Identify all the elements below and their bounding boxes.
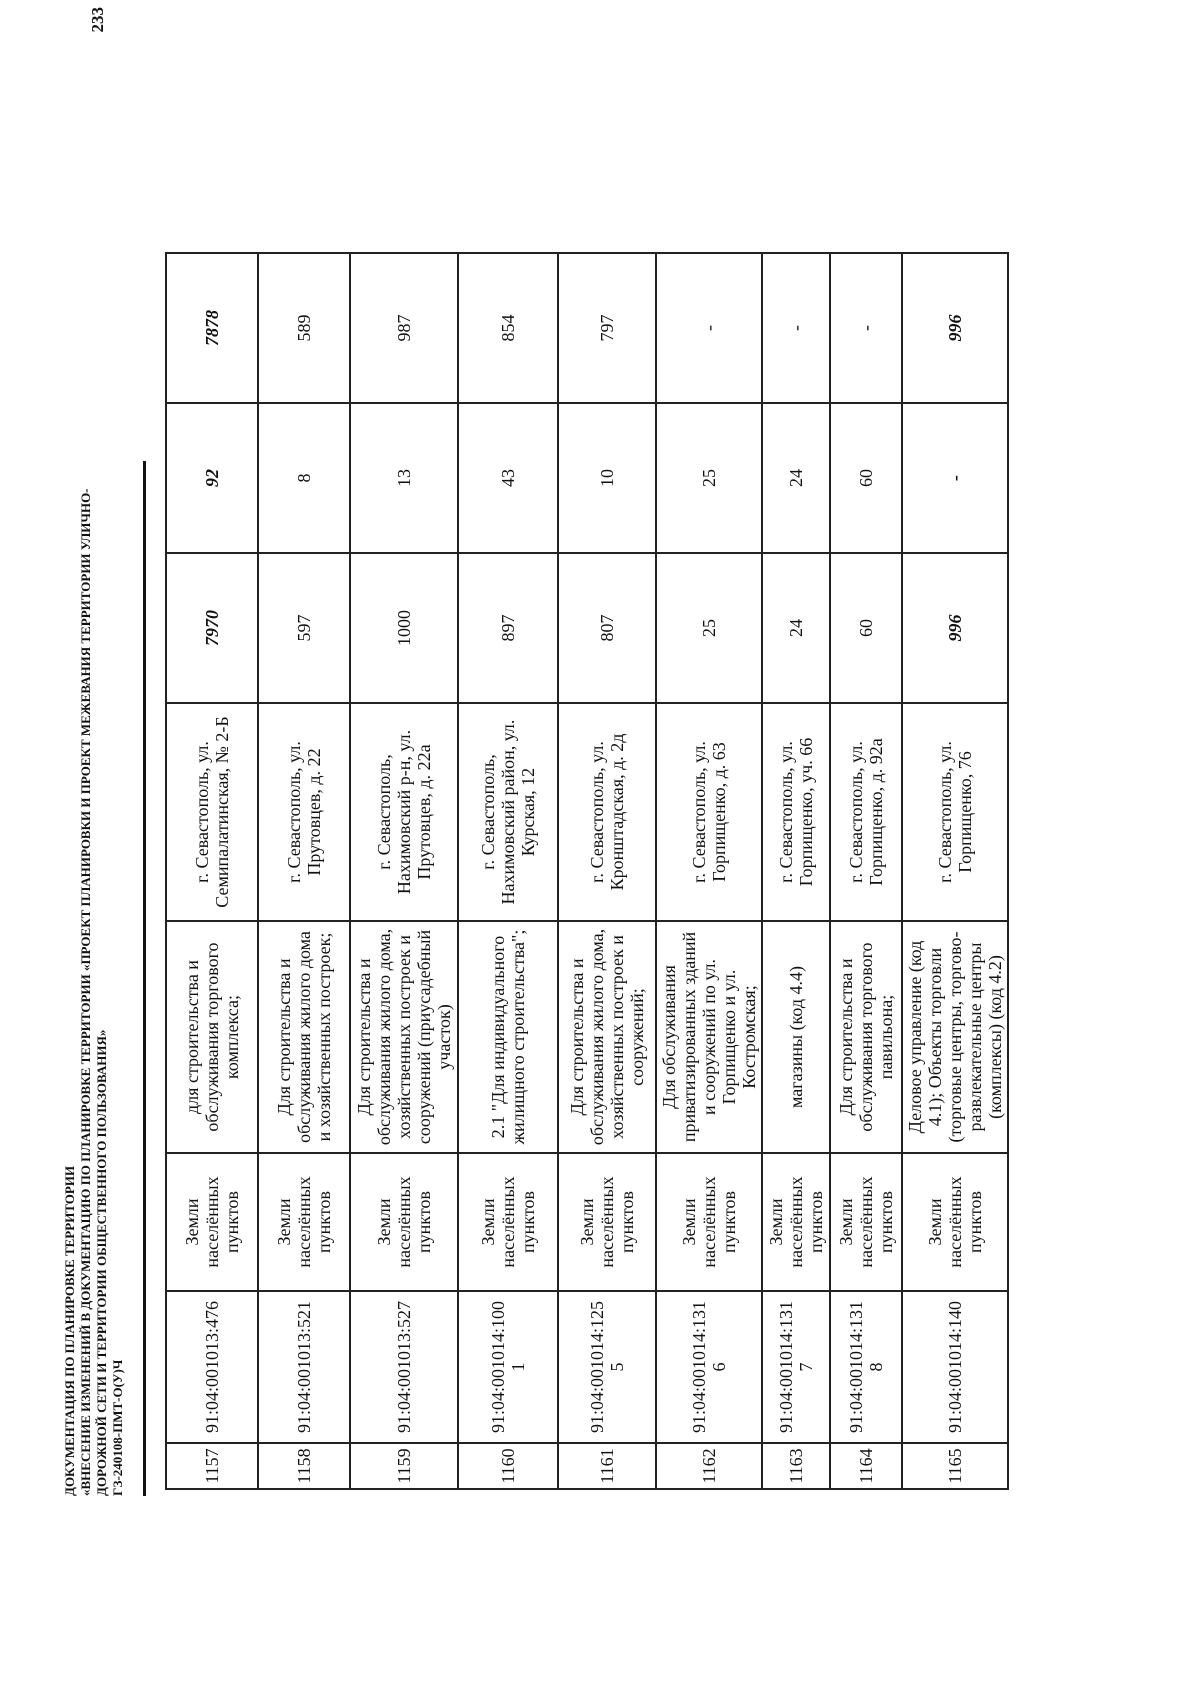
parcel-address: г. Севастополь, Нахимовский р-н, ул. Прутовцев, д. 22а	[350, 703, 458, 921]
area-value-3: 996	[902, 253, 1008, 403]
area-value-2: 43	[458, 403, 558, 553]
land-category: Земли населённых пунктов	[902, 1153, 1008, 1291]
area-value-3: -	[830, 253, 902, 403]
area-total: 597	[258, 553, 350, 703]
permitted-use: 2.1 "Для индивидуального жилищного строительства";	[458, 921, 558, 1153]
parcel-address: г. Севастополь, ул. Горпищенко, д. 63	[656, 703, 762, 921]
cadastral-number: 91:04:001013:476	[166, 1291, 258, 1443]
row-number: 1164	[830, 1443, 902, 1489]
page-number: 233	[88, 7, 107, 33]
area-value-2: 10	[558, 403, 656, 553]
table-row	[258, 253, 350, 1489]
land-category: Земли населённых пунктов	[656, 1153, 762, 1291]
table-body	[166, 253, 1008, 1489]
cadastral-number: 91:04:001014:125 5	[558, 1291, 656, 1443]
area-value-2: 24	[762, 403, 830, 553]
area-value-2: -	[902, 403, 1008, 553]
area-value-2: 13	[350, 403, 458, 553]
permitted-use: Для строительства и обслуживания жилого дома и хозяйственных построек;	[258, 921, 350, 1153]
area-total: 7970	[166, 553, 258, 703]
area-value-2: 60	[830, 403, 902, 553]
table-row	[166, 253, 258, 1489]
land-category: Земли населённых пунктов	[258, 1153, 350, 1291]
area-value-2: 92	[166, 403, 258, 553]
table-row	[902, 253, 1008, 1489]
land-category: Земли населённых пунктов	[762, 1153, 830, 1291]
parcel-address: г. Севастополь, Нахимовский район, ул. Курская, 12	[458, 703, 558, 921]
area-value-3: -	[762, 253, 830, 403]
table-row	[656, 253, 762, 1489]
table-row	[762, 253, 830, 1489]
row-number: 1162	[656, 1443, 762, 1489]
area-value-3: 987	[350, 253, 458, 403]
header-line-2: «ВНЕСЕНИЕ ИЗМЕНЕНИЙ В ДОКУМЕНТАЦИЮ ПО ПЛАНИРОВКЕ ТЕРРИТОРИИ «ПРОЕКТ ПЛАНИРОВКИ И ПРОЕКТ МЕЖЕВАНИЯ ТЕРРИТОРИИ УЛИЧНО-	[78, 488, 93, 1496]
header-rule	[143, 461, 146, 1496]
permitted-use: Для строительства и обслуживания жилого дома, хозяйственных построек и сооружений (приусадебный участок)	[350, 921, 458, 1153]
row-number: 1163	[762, 1443, 830, 1489]
table-row	[350, 253, 458, 1489]
area-total: 996	[902, 553, 1008, 703]
permitted-use: Для строительства и обслуживания торгового павильона;	[830, 921, 902, 1153]
row-number: 1158	[258, 1443, 350, 1489]
row-number: 1157	[166, 1443, 258, 1489]
row-number: 1161	[558, 1443, 656, 1489]
permitted-use: Для обслуживания приватизированных зданий и сооружений по ул. Горпищенко и ул. Костромская;	[656, 921, 762, 1153]
cadastral-number: 91:04:001014:131 8	[830, 1291, 902, 1443]
table-row	[458, 253, 558, 1489]
parcel-address: г. Севастополь, ул. Кронштадская, д. 2д	[558, 703, 656, 921]
row-number: 1159	[350, 1443, 458, 1489]
land-category: Земли населённых пунктов	[830, 1153, 902, 1291]
parcel-address: г. Севастополь, ул. Прутовцев, д. 22	[258, 703, 350, 921]
area-value-2: 8	[258, 403, 350, 553]
header-line-1: ДОКУМЕНТАЦИЯ ПО ПЛАНИРОВКЕ ТЕРРИТОРИИ	[62, 1165, 77, 1496]
cadastral-number: 91:04:001013:527	[350, 1291, 458, 1443]
land-category: Земли населённых пунктов	[166, 1153, 258, 1291]
parcel-address: г. Севастополь, ул. Семипалатинская, № 2-Б	[166, 703, 258, 921]
header-line-4: ГЗ-240108-ПМТ-О(У)Ч	[110, 1359, 125, 1496]
area-value-3: 797	[558, 253, 656, 403]
area-total: 24	[762, 553, 830, 703]
area-value-3: 7878	[166, 253, 258, 403]
land-parcels-table	[165, 252, 1009, 1490]
land-category: Земли населённых пунктов	[558, 1153, 656, 1291]
permitted-use: Для строительства и обслуживания жилого дома, хозяйственных построек и сооружений;	[558, 921, 656, 1153]
area-value-3: 589	[258, 253, 350, 403]
table-row	[558, 253, 656, 1489]
parcel-address: г. Севастополь, ул. Горпищенко, уч. 66	[762, 703, 830, 921]
cadastral-number: 91:04:001014:131 6	[656, 1291, 762, 1443]
parcel-address: г. Севастополь, ул. Горпищенко, д. 92а	[830, 703, 902, 921]
area-total: 1000	[350, 553, 458, 703]
cadastral-number: 91:04:001013:521	[258, 1291, 350, 1443]
area-total: 60	[830, 553, 902, 703]
row-number: 1160	[458, 1443, 558, 1489]
area-value-2: 25	[656, 403, 762, 553]
permitted-use: магазины (код 4.4)	[762, 921, 830, 1153]
cadastral-number: 91:04:001014:100 1	[458, 1291, 558, 1443]
land-category: Земли населённых пунктов	[458, 1153, 558, 1291]
header-line-3: ДОРОЖНОЙ СЕТИ И ТЕРРИТОРИИ ОБЩЕСТВЕННОГО ПОЛЬЗОВАНИЯ»	[94, 1029, 109, 1496]
parcel-address: г. Севастополь, ул. Горпищенко, 76	[902, 703, 1008, 921]
permitted-use: Деловое управление (код 4.1); Объекты торговли (торговые центры, торгово-развлекательные центры (комплексы) (код 4.2)	[902, 921, 1008, 1153]
table-row	[830, 253, 902, 1489]
row-number: 1165	[902, 1443, 1008, 1489]
area-total: 25	[656, 553, 762, 703]
area-value-3: -	[656, 253, 762, 403]
document-header	[62, 76, 126, 1496]
area-value-3: 854	[458, 253, 558, 403]
cadastral-number: 91:04:001014:140	[902, 1291, 1008, 1443]
cadastral-number: 91:04:001014:131 7	[762, 1291, 830, 1443]
permitted-use: для строительства и обслуживания торгового комплекса;	[166, 921, 258, 1153]
land-category: Земли населённых пунктов	[350, 1153, 458, 1291]
area-total: 807	[558, 553, 656, 703]
area-total: 897	[458, 553, 558, 703]
